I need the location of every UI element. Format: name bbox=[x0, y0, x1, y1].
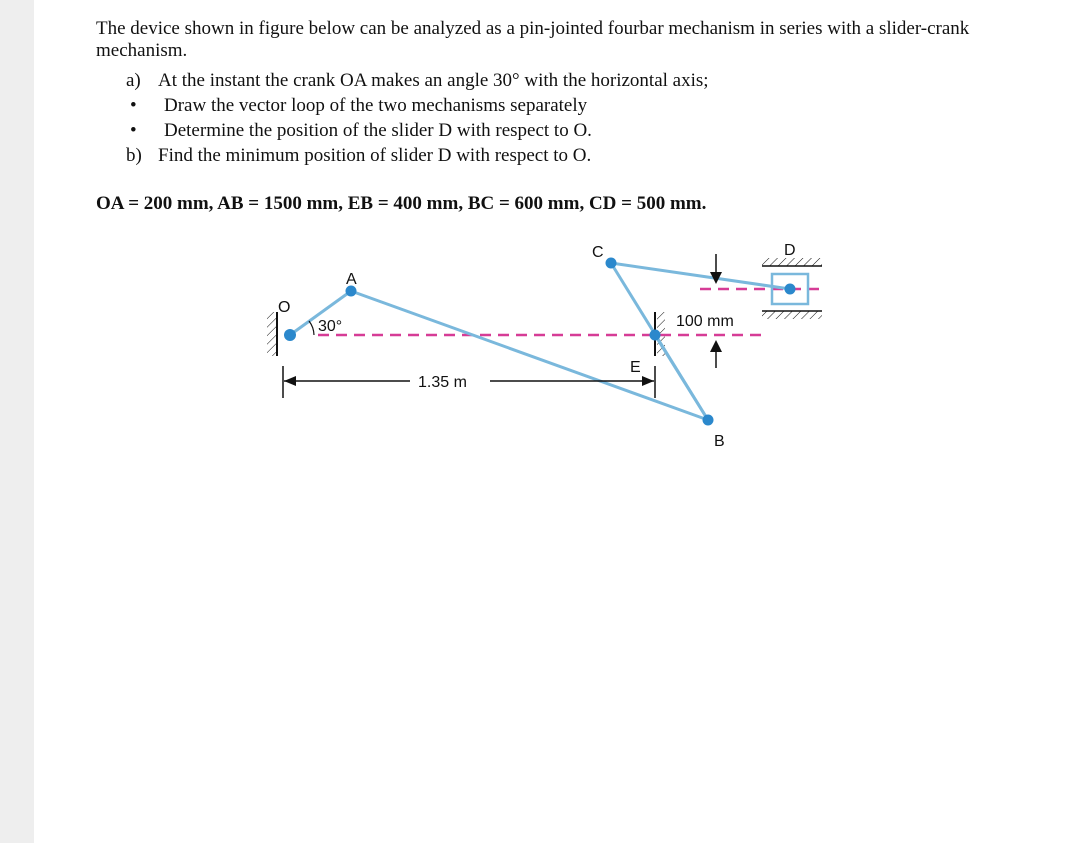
link-bc bbox=[611, 263, 708, 420]
item-text: Draw the vector loop of the two mechanisms separately bbox=[164, 95, 588, 116]
dimension-label-1-35m: 1.35 m bbox=[418, 374, 467, 391]
label-e: E bbox=[630, 359, 641, 376]
item-marker: b) bbox=[126, 145, 142, 166]
item-text: Determine the position of the slider D with respect to O. bbox=[164, 120, 592, 141]
angle-label: 30° bbox=[318, 318, 343, 335]
bullet-marker: • bbox=[130, 120, 137, 141]
joint-e bbox=[650, 330, 661, 341]
label-a: A bbox=[346, 271, 357, 288]
label-o: O bbox=[278, 299, 291, 316]
joint-o bbox=[284, 329, 296, 341]
intro-paragraph: The device shown in figure below can be analyzed as a pin-jointed fourbar mechanism in series with a slider-crank mechanism. bbox=[96, 18, 970, 61]
angle-arc bbox=[309, 321, 314, 335]
ground-support-o bbox=[267, 312, 277, 356]
joint-b bbox=[703, 415, 714, 426]
joint-d bbox=[785, 284, 796, 295]
given-dimensions: OA = 200 mm, AB = 1500 mm, EB = 400 mm, BC = 600 mm, CD = 500 mm. bbox=[96, 193, 707, 214]
label-c: C bbox=[592, 244, 604, 261]
item-marker: a) bbox=[126, 70, 141, 91]
item-text: At the instant the crank OA makes an angle 30° with the horizontal axis; bbox=[158, 70, 709, 91]
bullet-marker: • bbox=[130, 95, 137, 116]
link-cd bbox=[611, 263, 790, 289]
label-d: D bbox=[784, 242, 796, 259]
joint-c bbox=[606, 258, 617, 269]
dimension-label-100mm: 100 mm bbox=[676, 313, 734, 330]
label-b: B bbox=[714, 433, 725, 450]
dimension-100mm bbox=[710, 254, 722, 368]
item-text: Find the minimum position of slider D with respect to O. bbox=[158, 145, 592, 166]
